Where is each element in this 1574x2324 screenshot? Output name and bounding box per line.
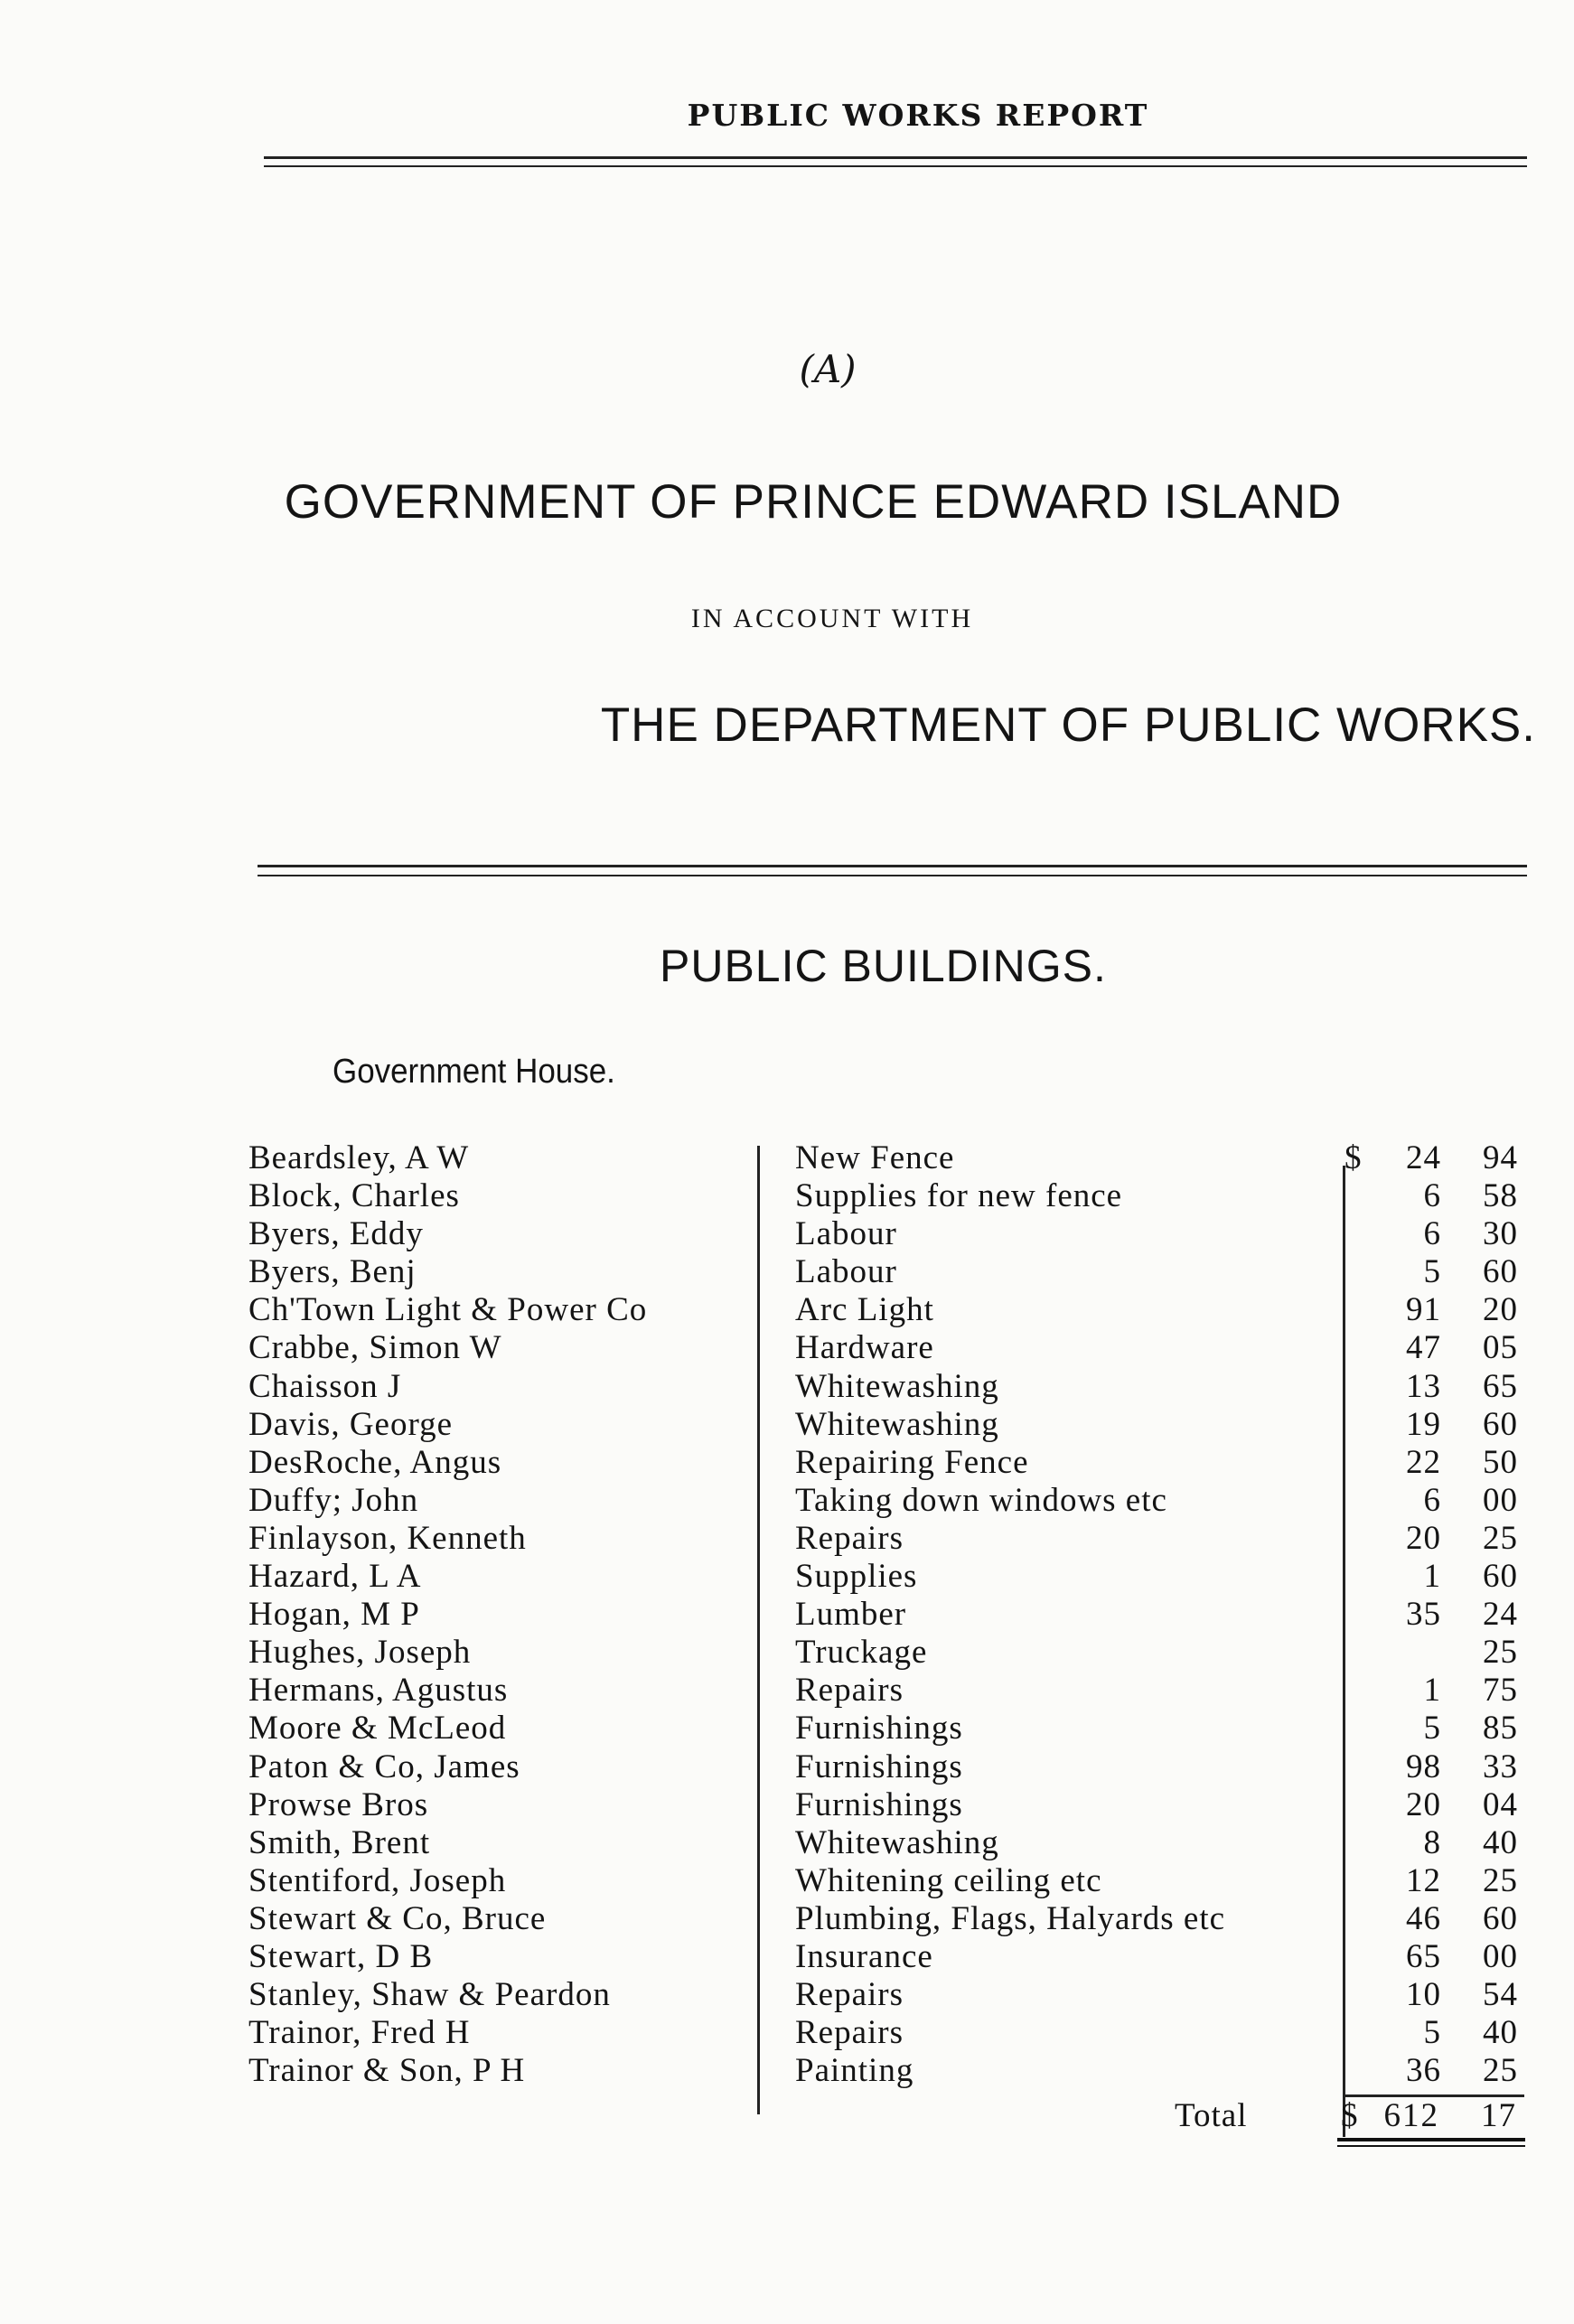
amount-dollars: 1	[1423, 1558, 1441, 1596]
payee-name: Beardsley, A W	[248, 1139, 470, 1176]
header-rule-top	[264, 156, 1527, 159]
amount-dollars: 12	[1406, 1861, 1441, 1899]
total-cents: 17	[1481, 2097, 1516, 2134]
section-label: (A)	[799, 347, 857, 391]
payee-name: Hazard, L A	[248, 1558, 422, 1596]
ledger-row	[244, 1861, 1527, 1899]
subsection-heading: Government House.	[333, 1053, 615, 1091]
total-dollars: 612	[1383, 2097, 1439, 2134]
item-description: Furnishings	[795, 1785, 963, 1823]
in-account-with: IN ACCOUNT WITH	[690, 604, 974, 633]
ledger-row	[244, 2051, 1527, 2089]
amount-cents: 25	[1483, 1634, 1518, 1672]
ledger-row	[244, 1405, 1527, 1443]
amount-dollars: 46	[1406, 1899, 1441, 1937]
ledger-row	[244, 1367, 1527, 1405]
payee-name: Duffy; John	[248, 1481, 419, 1519]
ledger-row	[244, 1595, 1527, 1633]
ledger-row	[244, 1937, 1527, 1975]
amount-dollars: 20	[1406, 1785, 1441, 1823]
item-description: Arc Light	[795, 1291, 934, 1329]
amount-cents: 50	[1483, 1443, 1518, 1481]
payee-name: Moore & McLeod	[248, 1710, 507, 1748]
item-description: Repairing Fence	[795, 1443, 1029, 1481]
header-rule-bottom	[264, 165, 1527, 167]
ledger-row	[244, 1176, 1527, 1214]
amount-dollars: 6	[1423, 1215, 1441, 1253]
item-description: Supplies for new fence	[795, 1177, 1123, 1215]
amount-cents: 25	[1483, 1861, 1518, 1899]
item-description: Furnishings	[795, 1710, 963, 1748]
payee-name: Crabbe, Simon W	[248, 1329, 502, 1367]
ledger-row	[244, 1519, 1527, 1557]
amount-cents: 58	[1483, 1177, 1518, 1215]
payee-name: Ch'Town Light & Power Co	[248, 1291, 648, 1329]
amount-cents: 33	[1483, 1748, 1518, 1785]
payee-name: Hermans, Agustus	[248, 1672, 509, 1710]
amount-cents: 40	[1483, 1823, 1518, 1861]
amount-dollars: 35	[1406, 1596, 1441, 1634]
title-rule-bottom	[258, 875, 1527, 876]
payee-name: Trainor, Fred H	[248, 2014, 471, 2052]
item-description: Hardware	[795, 1329, 934, 1367]
item-description: Whitewashing	[795, 1367, 999, 1405]
item-description: Whitening ceiling etc	[795, 1861, 1102, 1899]
total-amount	[1335, 2096, 1525, 2134]
amount-cents: 60	[1483, 1558, 1518, 1596]
total-label: Total	[1175, 2097, 1248, 2134]
payee-name: Block, Charles	[248, 1177, 460, 1215]
payee-name: DesRoche, Angus	[248, 1443, 502, 1481]
total-underline	[1337, 2138, 1525, 2141]
ledger-row	[244, 1671, 1527, 1709]
amount-cents: 04	[1483, 1785, 1518, 1823]
payee-name: Smith, Brent	[248, 1823, 431, 1861]
ledger-row	[244, 1557, 1527, 1595]
amount-cents: 60	[1483, 1899, 1518, 1937]
amount-dollars: 20	[1406, 1519, 1441, 1557]
item-description: New Fence	[795, 1139, 955, 1176]
ledger-row	[244, 1214, 1527, 1252]
amount-dollars: 1	[1423, 1672, 1441, 1710]
amount-cents: 54	[1483, 1976, 1518, 2014]
item-description: Labour	[795, 1215, 897, 1253]
amount-dollars: 5	[1423, 1253, 1441, 1291]
ledger-row	[244, 1785, 1527, 1823]
amount-cents: 25	[1483, 2052, 1518, 2090]
amount-dollars: 24	[1406, 1139, 1441, 1176]
item-description: Supplies	[795, 1558, 918, 1596]
item-description: Truckage	[795, 1634, 928, 1672]
item-description: Repairs	[795, 1672, 904, 1710]
amount-cents: 65	[1483, 1367, 1518, 1405]
item-description: Whitewashing	[795, 1823, 999, 1861]
item-description: Taking down windows etc	[795, 1481, 1167, 1519]
ledger-row	[244, 1975, 1527, 2013]
amount-dollars: 8	[1423, 1823, 1441, 1861]
ledger-row	[244, 1252, 1527, 1290]
amount-dollars: 36	[1406, 2052, 1441, 2090]
amount-cents: 20	[1483, 1291, 1518, 1329]
amount-cents: 00	[1483, 1481, 1518, 1519]
payee-name: Stewart & Co, Bruce	[248, 1899, 547, 1937]
ledger-row	[244, 1823, 1527, 1861]
payee-name: Stewart, D B	[248, 1937, 434, 1975]
ledger-row	[244, 1290, 1527, 1328]
item-description: Whitewashing	[795, 1405, 999, 1443]
ledger-row	[244, 2013, 1527, 2051]
ledger-table	[244, 1139, 1527, 2089]
payee-name: Byers, Benj	[248, 1253, 417, 1291]
item-description: Repairs	[795, 1976, 904, 2014]
amount-dollars: 47	[1406, 1329, 1441, 1367]
amount-dollars: 10	[1406, 1976, 1441, 2014]
ledger-row	[244, 1899, 1527, 1937]
amount-dollars: 6	[1423, 1177, 1441, 1215]
payee-name: Hughes, Joseph	[248, 1634, 472, 1672]
title-rule-top	[258, 865, 1527, 867]
item-description: Labour	[795, 1253, 897, 1291]
amount-cents: 85	[1483, 1710, 1518, 1748]
ledger-row	[244, 1443, 1527, 1481]
amount-dollars: 5	[1423, 1710, 1441, 1748]
ledger-row	[244, 1481, 1527, 1519]
ledger-row	[244, 1748, 1527, 1785]
item-description: Painting	[795, 2052, 914, 2090]
amount-dollars: 6	[1423, 1481, 1441, 1519]
amount-cents: 30	[1483, 1215, 1518, 1253]
payee-name: Prowse Bros	[248, 1785, 429, 1823]
ledger-row	[244, 1139, 1527, 1176]
department-title: THE DEPARTMENT OF PUBLIC WORKS.	[600, 698, 1536, 752]
item-description: Repairs	[795, 1519, 904, 1557]
amount-cents: 05	[1483, 1329, 1518, 1367]
payee-name: Finlayson, Kenneth	[248, 1519, 527, 1557]
payee-name: Chaisson J	[248, 1367, 402, 1405]
payee-name: Hogan, M P	[248, 1596, 420, 1634]
ledger-row	[244, 1709, 1527, 1747]
amount-cents: 75	[1483, 1672, 1518, 1710]
government-title: GOVERNMENT OF PRINCE EDWARD ISLAND	[284, 475, 1343, 529]
amount-dollars: 98	[1406, 1748, 1441, 1785]
ledger-row	[244, 1633, 1527, 1671]
item-description: Repairs	[795, 2014, 904, 2052]
section-heading: PUBLIC BUILDINGS.	[660, 941, 1107, 991]
amount-dollars: 13	[1406, 1367, 1441, 1405]
payee-name: Trainor & Son, P H	[248, 2052, 526, 2090]
amount-cents: 00	[1483, 1937, 1518, 1975]
amount-dollars: 5	[1423, 2014, 1441, 2052]
ledger-row	[244, 1328, 1527, 1366]
currency-symbol: $	[1344, 1139, 1362, 1176]
payee-name: Paton & Co, James	[248, 1748, 520, 1785]
item-description: Lumber	[795, 1596, 907, 1634]
item-description: Furnishings	[795, 1748, 963, 1785]
item-description: Insurance	[795, 1937, 933, 1975]
amount-cents: 24	[1483, 1596, 1518, 1634]
amount-cents: 94	[1483, 1139, 1518, 1176]
amount-cents: 25	[1483, 1519, 1518, 1557]
amount-dollars: 65	[1406, 1937, 1441, 1975]
amount-cents: 60	[1483, 1253, 1518, 1291]
amount-dollars: 91	[1406, 1291, 1441, 1329]
amount-dollars: 19	[1406, 1405, 1441, 1443]
amount-dollars: 22	[1406, 1443, 1441, 1481]
payee-name: Stanley, Shaw & Peardon	[248, 1976, 611, 2014]
total-underline-second	[1337, 2145, 1525, 2147]
amount-cents: 40	[1483, 2014, 1518, 2052]
running-header: PUBLIC WORKS REPORT	[687, 98, 1149, 133]
payee-name: Stentiford, Joseph	[248, 1861, 507, 1899]
payee-name: Byers, Eddy	[248, 1215, 424, 1253]
payee-name: Davis, George	[248, 1405, 454, 1443]
total-currency-symbol: $	[1341, 2097, 1358, 2134]
item-description: Plumbing, Flags, Halyards etc	[795, 1899, 1226, 1937]
amount-cents: 60	[1483, 1405, 1518, 1443]
